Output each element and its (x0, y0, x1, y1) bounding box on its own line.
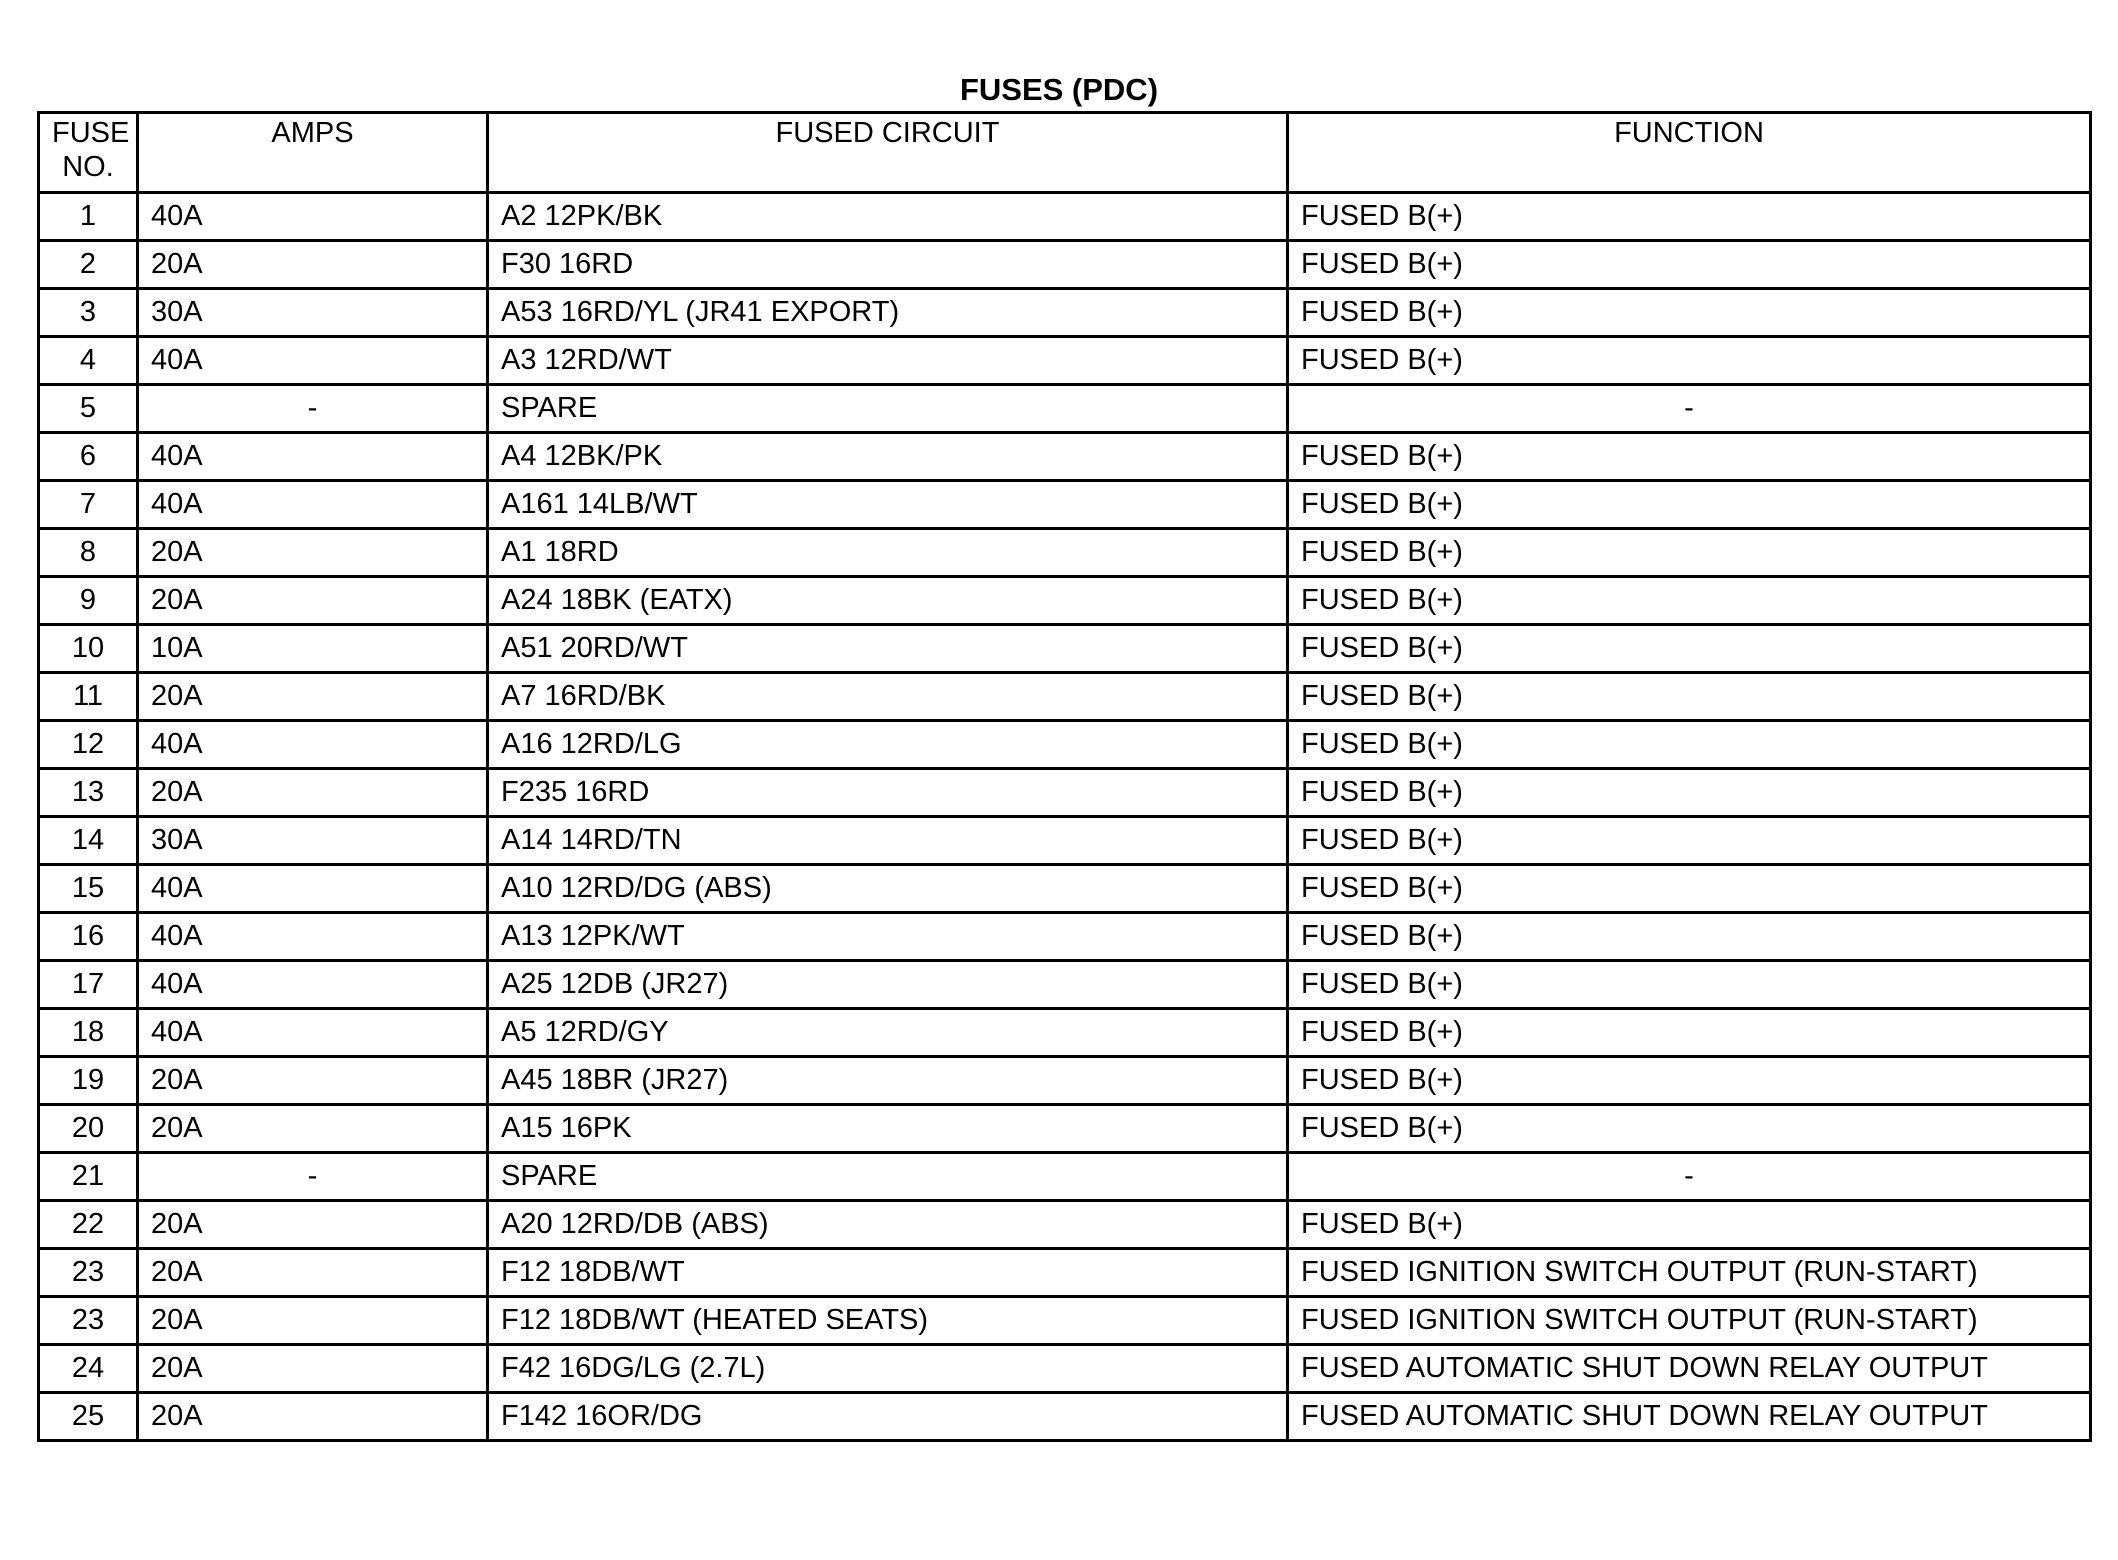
cell-amps: 20A (138, 769, 488, 817)
table-row (39, 337, 2091, 385)
cell-fuse-no: 10 (39, 625, 138, 673)
cell-fuse-no: 13 (39, 769, 138, 817)
cell-function: FUSED B(+) (1288, 1201, 2091, 1249)
cell-amps: 20A (138, 1393, 488, 1441)
cell-fused-circuit: A16 12RD/LG (488, 721, 1288, 769)
table-row (39, 817, 2091, 865)
cell-function: FUSED B(+) (1288, 817, 2091, 865)
cell-function: FUSED B(+) (1288, 721, 2091, 769)
cell-function: FUSED B(+) (1288, 481, 2091, 529)
fuse-table (37, 111, 2092, 1442)
cell-amps: 20A (138, 673, 488, 721)
table-row (39, 673, 2091, 721)
cell-fused-circuit: A4 12BK/PK (488, 433, 1288, 481)
cell-function: FUSED B(+) (1288, 433, 2091, 481)
cell-amps: 40A (138, 433, 488, 481)
table-row (39, 1393, 2091, 1441)
cell-fused-circuit: F235 16RD (488, 769, 1288, 817)
cell-fuse-no: 23 (39, 1249, 138, 1297)
header-function: FUNCTION (1288, 113, 2091, 193)
cell-function: FUSED B(+) (1288, 769, 2091, 817)
cell-fused-circuit: A14 14RD/TN (488, 817, 1288, 865)
cell-amps: 20A (138, 1345, 488, 1393)
cell-fused-circuit: A1 18RD (488, 529, 1288, 577)
cell-function: FUSED B(+) (1288, 577, 2091, 625)
cell-fuse-no: 16 (39, 913, 138, 961)
cell-function: FUSED B(+) (1288, 961, 2091, 1009)
cell-fuse-no: 9 (39, 577, 138, 625)
table-row (39, 1153, 2091, 1201)
cell-amps: 40A (138, 193, 488, 241)
cell-fused-circuit: A161 14LB/WT (488, 481, 1288, 529)
cell-amps: 40A (138, 337, 488, 385)
cell-amps: 20A (138, 1249, 488, 1297)
table-row (39, 865, 2091, 913)
cell-function: FUSED B(+) (1288, 865, 2091, 913)
cell-fused-circuit: A2 12PK/BK (488, 193, 1288, 241)
cell-fused-circuit: F30 16RD (488, 241, 1288, 289)
cell-amps: 40A (138, 481, 488, 529)
table-row (39, 721, 2091, 769)
cell-function: FUSED B(+) (1288, 673, 2091, 721)
table-row (39, 769, 2091, 817)
cell-function: - (1288, 1153, 2091, 1201)
cell-amps: 40A (138, 913, 488, 961)
table-row (39, 913, 2091, 961)
cell-fused-circuit: F12 18DB/WT (HEATED SEATS) (488, 1297, 1288, 1345)
cell-amps: - (138, 385, 488, 433)
cell-fused-circuit: A5 12RD/GY (488, 1009, 1288, 1057)
cell-fuse-no: 6 (39, 433, 138, 481)
table-row (39, 241, 2091, 289)
table-row (39, 529, 2091, 577)
cell-fused-circuit: F42 16DG/LG (2.7L) (488, 1345, 1288, 1393)
cell-fused-circuit: A24 18BK (EATX) (488, 577, 1288, 625)
cell-amps: 20A (138, 1057, 488, 1105)
cell-amps: 40A (138, 1009, 488, 1057)
cell-fuse-no: 24 (39, 1345, 138, 1393)
fuse-table-body (39, 193, 2091, 1441)
table-row (39, 385, 2091, 433)
cell-amps: - (138, 1153, 488, 1201)
cell-amps: 40A (138, 721, 488, 769)
cell-function: FUSED B(+) (1288, 193, 2091, 241)
cell-function: FUSED B(+) (1288, 913, 2091, 961)
header-amps: AMPS (138, 113, 488, 193)
cell-fuse-no: 20 (39, 1105, 138, 1153)
cell-fuse-no: 8 (39, 529, 138, 577)
cell-fused-circuit: A53 16RD/YL (JR41 EXPORT) (488, 289, 1288, 337)
cell-fuse-no: 25 (39, 1393, 138, 1441)
cell-fused-circuit: A45 18BR (JR27) (488, 1057, 1288, 1105)
cell-function: FUSED B(+) (1288, 289, 2091, 337)
cell-fused-circuit: A25 12DB (JR27) (488, 961, 1288, 1009)
table-row (39, 1009, 2091, 1057)
cell-fused-circuit: A7 16RD/BK (488, 673, 1288, 721)
table-row (39, 1105, 2091, 1153)
cell-fuse-no: 19 (39, 1057, 138, 1105)
table-row (39, 289, 2091, 337)
cell-function: FUSED B(+) (1288, 241, 2091, 289)
cell-fused-circuit: F142 16OR/DG (488, 1393, 1288, 1441)
page-title: FUSES (PDC) (959, 72, 1159, 107)
cell-fuse-no: 23 (39, 1297, 138, 1345)
cell-function: FUSED AUTOMATIC SHUT DOWN RELAY OUTPUT (1288, 1393, 2091, 1441)
cell-fused-circuit: SPARE (488, 385, 1288, 433)
cell-amps: 30A (138, 289, 488, 337)
cell-function: - (1288, 385, 2091, 433)
cell-fuse-no: 7 (39, 481, 138, 529)
table-row (39, 193, 2091, 241)
cell-fused-circuit: A10 12RD/DG (ABS) (488, 865, 1288, 913)
table-row (39, 1249, 2091, 1297)
cell-fused-circuit: A13 12PK/WT (488, 913, 1288, 961)
table-row (39, 1201, 2091, 1249)
cell-function: FUSED AUTOMATIC SHUT DOWN RELAY OUTPUT (1288, 1345, 2091, 1393)
cell-fused-circuit: SPARE (488, 1153, 1288, 1201)
table-row (39, 1297, 2091, 1345)
table-row (39, 577, 2091, 625)
cell-amps: 20A (138, 241, 488, 289)
cell-amps: 40A (138, 865, 488, 913)
cell-fuse-no: 17 (39, 961, 138, 1009)
cell-fuse-no: 15 (39, 865, 138, 913)
cell-function: FUSED B(+) (1288, 625, 2091, 673)
cell-function: FUSED B(+) (1288, 1105, 2091, 1153)
cell-function: FUSED B(+) (1288, 337, 2091, 385)
cell-fuse-no: 5 (39, 385, 138, 433)
cell-amps: 20A (138, 1105, 488, 1153)
cell-fused-circuit: A51 20RD/WT (488, 625, 1288, 673)
cell-function: FUSED IGNITION SWITCH OUTPUT (RUN-START) (1288, 1297, 2091, 1345)
cell-amps: 10A (138, 625, 488, 673)
cell-amps: 20A (138, 1201, 488, 1249)
cell-fuse-no: 22 (39, 1201, 138, 1249)
cell-function: FUSED IGNITION SWITCH OUTPUT (RUN-START) (1288, 1249, 2091, 1297)
cell-amps: 20A (138, 529, 488, 577)
cell-function: FUSED B(+) (1288, 1057, 2091, 1105)
cell-function: FUSED B(+) (1288, 529, 2091, 577)
table-header-row (39, 113, 2091, 193)
table-row (39, 1057, 2091, 1105)
cell-fuse-no: 18 (39, 1009, 138, 1057)
cell-fuse-no: 21 (39, 1153, 138, 1201)
cell-function: FUSED B(+) (1288, 1009, 2091, 1057)
cell-amps: 30A (138, 817, 488, 865)
cell-fused-circuit: A20 12RD/DB (ABS) (488, 1201, 1288, 1249)
header-fused-circuit: FUSED CIRCUIT (488, 113, 1288, 193)
table-row (39, 433, 2091, 481)
cell-fuse-no: 11 (39, 673, 138, 721)
cell-fused-circuit: A15 16PK (488, 1105, 1288, 1153)
table-row (39, 961, 2091, 1009)
cell-amps: 20A (138, 577, 488, 625)
header-fuse-no: FUSE NO. (39, 113, 138, 193)
cell-fuse-no: 2 (39, 241, 138, 289)
cell-fuse-no: 4 (39, 337, 138, 385)
cell-fused-circuit: A3 12RD/WT (488, 337, 1288, 385)
cell-fuse-no: 1 (39, 193, 138, 241)
table-row (39, 625, 2091, 673)
table-row (39, 481, 2091, 529)
cell-amps: 40A (138, 961, 488, 1009)
cell-fuse-no: 12 (39, 721, 138, 769)
table-row (39, 1345, 2091, 1393)
cell-fused-circuit: F12 18DB/WT (488, 1249, 1288, 1297)
cell-fuse-no: 14 (39, 817, 138, 865)
cell-fuse-no: 3 (39, 289, 138, 337)
cell-amps: 20A (138, 1297, 488, 1345)
